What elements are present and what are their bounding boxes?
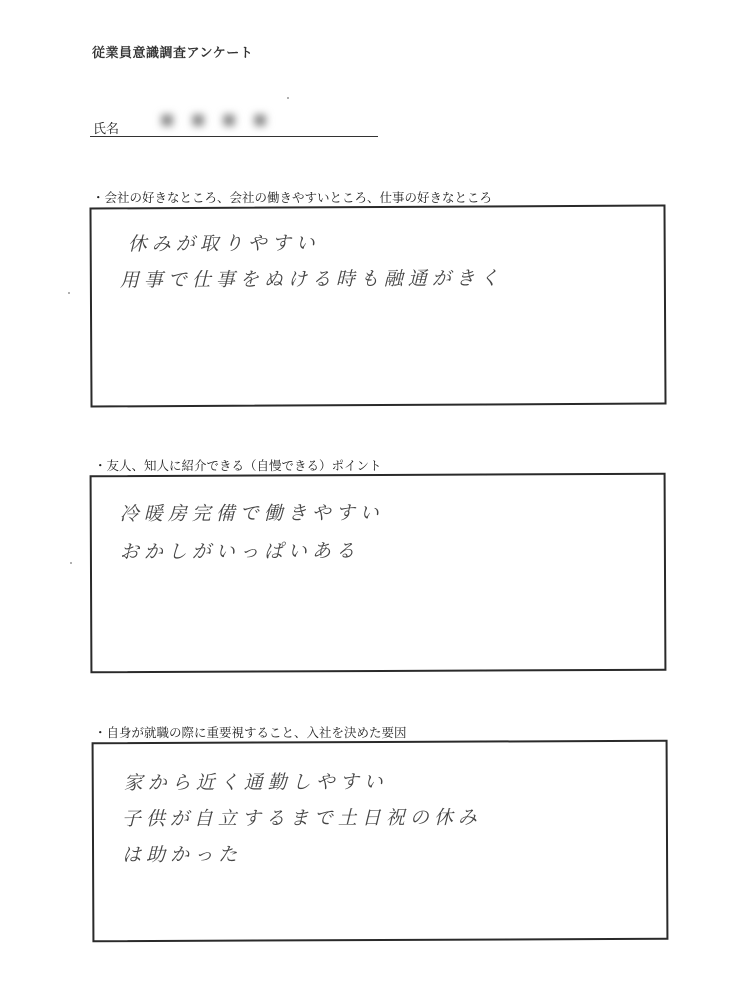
answer-box-1 xyxy=(89,204,666,407)
form-title: 従業員意識調査アンケート xyxy=(92,46,254,61)
question-2-label: ・友人、知人に紹介できる（自慢できる）ポイント xyxy=(94,458,382,473)
answer-3-line-3: は助かった xyxy=(122,843,243,867)
answer-box-3 xyxy=(92,740,669,943)
answer-2-line-1: 冷暖房完備で働きやすい xyxy=(119,501,384,526)
answer-1-line-2: 用事で仕事をぬける時も融通がきく xyxy=(119,267,504,292)
answer-3-line-1: 家から近く通勤しやすい xyxy=(123,770,388,795)
scan-speck xyxy=(287,97,289,99)
name-label: 氏名 xyxy=(93,122,120,137)
answer-3-line-2: 子供が自立するまで土日祝の休み xyxy=(121,806,482,831)
question-3-label: ・自身が就職の際に重要視すること、入社を決めた要因 xyxy=(94,725,407,740)
name-underline xyxy=(90,136,378,137)
answer-2-line-2: おかしがいっぱいある xyxy=(119,540,360,564)
scan-speck xyxy=(70,562,72,564)
answer-box-2 xyxy=(90,473,667,674)
answer-1-line-1: 休みが取りやすい xyxy=(127,232,320,256)
question-1-label: ・会社の好きなところ、会社の働きやすいところ、仕事の好きなところ xyxy=(92,190,493,205)
name-value-redacted: ■ ■ ■ ■ xyxy=(160,110,273,128)
scan-speck xyxy=(68,292,70,294)
